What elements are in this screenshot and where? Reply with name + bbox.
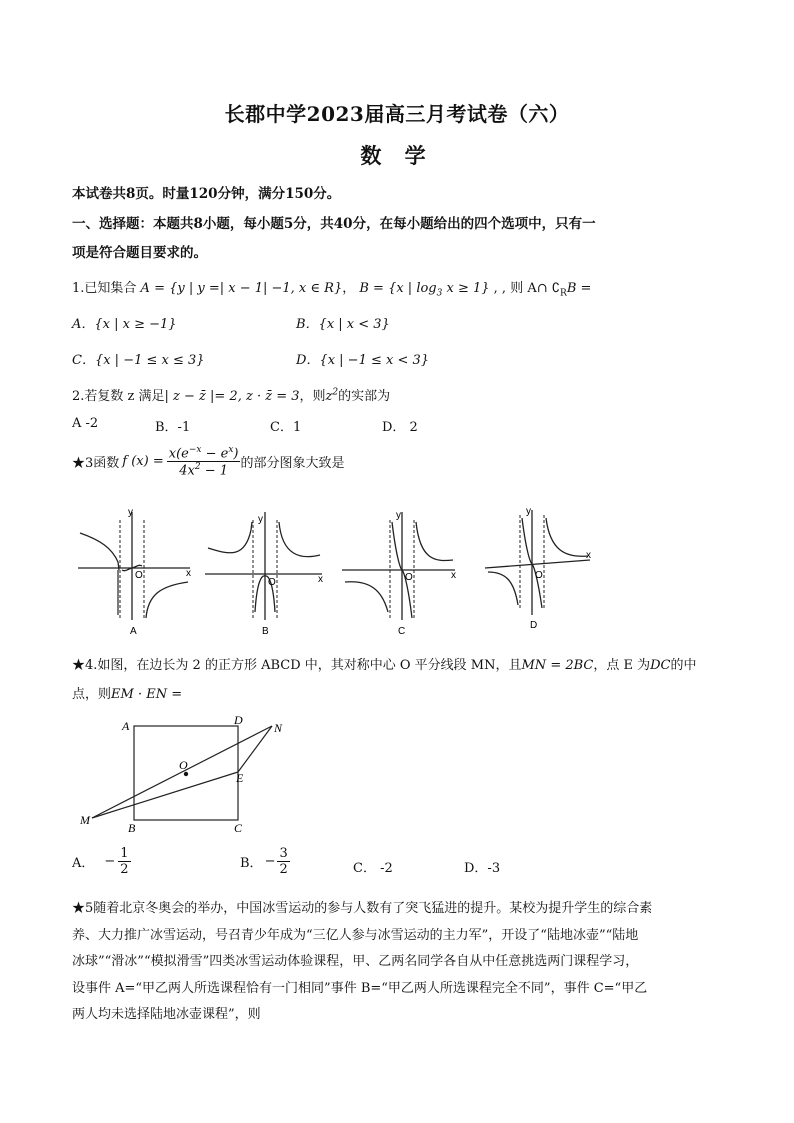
graph-c-x-label: x (451, 570, 456, 581)
question-1-stem: 1.已知集合 A = {y | y =| x − 1| −1, x ∈ R}， B = {x | $\log_3 x \ge 1$} , , 则 A∩ $∁_RB$ = (72, 281, 592, 299)
label-b: B (128, 821, 136, 835)
label-e: E (236, 771, 244, 785)
q1-prefix: 1.已知集合 (72, 281, 137, 296)
label-o: O (179, 758, 188, 772)
question-5-line4: 设事件 A=“甲乙两人所选课程恰有一门相同”事件 B=“甲乙两人所选课程完全不同”，事件 C=“甲乙 (72, 981, 648, 996)
segment-mn (92, 726, 272, 818)
graph-a-label: A (130, 626, 137, 637)
question-2-stem: 2.若复数 z 满足| z − z̄ |= 2, z · z̄ = 3，则$z^2$的实部为 (72, 387, 391, 404)
q2-option-c: C．1 (270, 420, 302, 435)
graph-b-label: B (262, 626, 269, 637)
graph-d-label: D (530, 620, 538, 631)
label-a: A (122, 719, 130, 733)
section-heading-line2: 项是符合题目要求的。 (72, 245, 207, 261)
question-4-line1: ★4.如图，在边长为 2 的正方形 ABCD 中，其对称中心 O 平分线段 MN，且MN = 2BC，点 E 为DC的中 (72, 658, 697, 673)
q4-segment-dc: DC (650, 658, 671, 673)
q1-option-b: B．{x | x < 3} (296, 317, 390, 332)
section-heading-line1: 一、选择题：本题共8小题，每小题5分，共40分，在每小题给出的四个选项中，只有一 (72, 216, 596, 232)
q2-option-b: B．-1 (155, 420, 191, 435)
graph-c-label: C (398, 626, 406, 637)
q2-condition: | z − z̄ |= 2, z · z̄ = 3 (164, 389, 300, 404)
graph-d-x-label: x (586, 550, 591, 561)
subject-title: 数 学 (360, 143, 434, 168)
graph-a-x-label: x (186, 568, 191, 579)
q2-option-d: D． 2 (382, 420, 418, 435)
q4-option-b: B． − $\frac{3}{2}$ (240, 846, 288, 877)
question-4-line2: 点，则EM · EN = (72, 687, 183, 702)
question-3-stem: ★3函数 f (x) = $\frac{x(e^{-x} - e^x)}{4x^2 - 1}$ 的部分图象大致是 (72, 445, 345, 479)
q4-option-c: C． -2 (353, 861, 393, 876)
question-5-line5: 两人均未选择陆地冰壶课程”，则 (72, 1007, 261, 1022)
segment-me (92, 772, 238, 818)
graph-a-origin: O (135, 570, 143, 581)
q4-dot-product: EM · EN = (111, 687, 183, 702)
graph-a (78, 512, 190, 620)
q4-option-a: A． − $\frac{1}{2}$ (72, 846, 129, 877)
question-5-line2: 养、大力推广冰雪运动，号召青少年成为“三亿人参与冰雪运动的主力军”，开设了“陆地冰壶”“陆地 (72, 928, 639, 943)
q1-option-a: A．{x | x ≥ −1} (72, 317, 177, 332)
q1-option-d: D．{x | −1 ≤ x < 3} (296, 353, 430, 368)
q4-option-d: D．-3 (464, 861, 501, 876)
segment-en (238, 726, 272, 772)
label-n: N (274, 721, 283, 735)
q2-z-squared: $z^2$ (325, 387, 339, 404)
center-point-o (184, 772, 188, 776)
q2-option-a: A -2 (72, 416, 99, 431)
graph-d (485, 510, 590, 615)
graph-c (342, 512, 455, 620)
label-m: M (80, 813, 90, 827)
label-c: C (234, 821, 243, 835)
graph-a-y-label: y (128, 507, 133, 518)
graph-b-y-label: y (258, 514, 263, 525)
q4-condition: MN = 2BC (521, 658, 594, 673)
q4-figure (78, 712, 288, 837)
q1-set-b: B = {x | $\log_3 x \ge 1$} (359, 281, 490, 299)
q1-suffix: , , 则 A∩ $∁_RB$ = (493, 281, 592, 299)
graph-d-y-label: y (526, 506, 531, 517)
q3-fraction: $\frac{x(e^{-x} - e^x)}{4x^2 - 1}$ (168, 445, 239, 479)
graph-b-x-label: x (318, 574, 323, 585)
question-5-line1: ★5随着北京冬奥会的举办，中国冰雪运动的参与人数有了突飞猛进的提升。某校为提升学生的综合素 (72, 901, 653, 916)
question-5-line3: 冰球”“滑冰”“模拟滑雪”四类冰雪运动体验课程，甲、乙两名同学各自从中任意挑选两门课程学习， (72, 954, 639, 969)
page-title: 长郡中学2023届高三月考试卷（六） (224, 102, 570, 126)
graph-c-y-label: y (396, 510, 401, 521)
graph-c-origin: O (405, 572, 413, 583)
q3-graph-options (70, 500, 600, 640)
label-d: D (234, 713, 243, 727)
graph-b (205, 512, 322, 620)
graph-b-origin: O (268, 577, 276, 588)
exam-intro: 本试卷共8页。时量120分钟，满分150分。 (72, 186, 341, 202)
q1-option-c: C．{x | −1 ≤ x ≤ 3} (72, 353, 205, 368)
graph-d-origin: O (535, 570, 543, 581)
q1-set-a: A = {y | y =| x − 1| −1, x ∈ R} (140, 281, 343, 296)
